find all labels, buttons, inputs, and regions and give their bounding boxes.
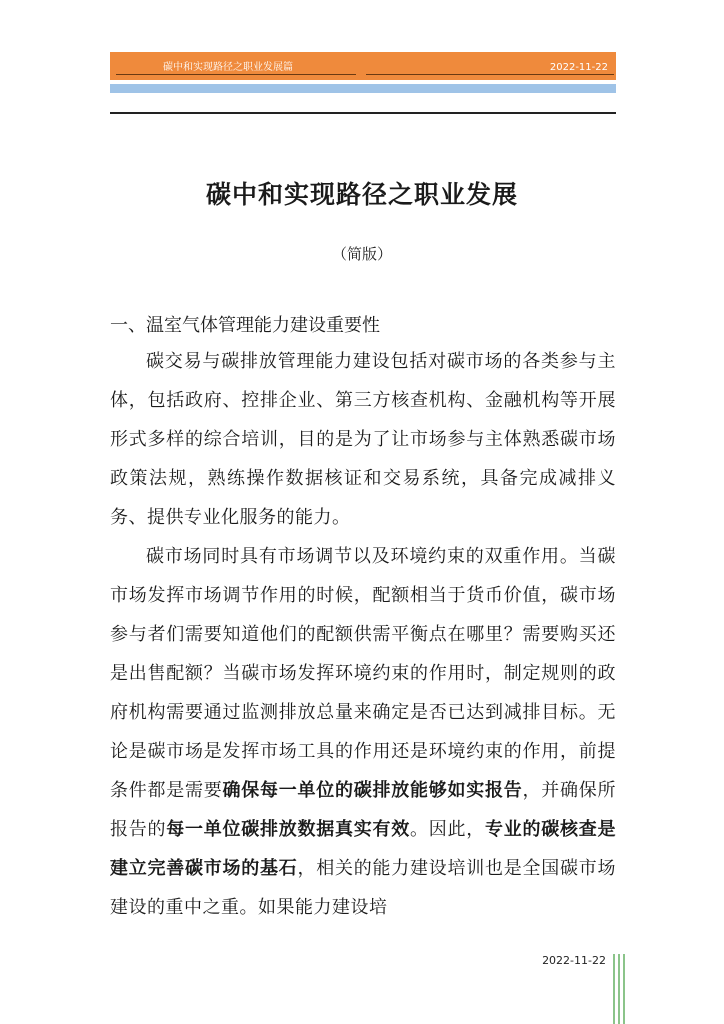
footer-bar [618, 954, 620, 1024]
header-underline-left [116, 74, 356, 75]
document-subtitle: （简版） [331, 245, 392, 263]
footer-bar [613, 954, 615, 1024]
footer-date: 2022-11-22 [542, 954, 606, 967]
header-underline-right [366, 74, 614, 75]
footer-decoration [613, 954, 625, 1024]
emphasis-accurate-reporting: 确保每一单位的碳排放能够如实报告 [222, 780, 523, 801]
paragraph-2-text-2: ，并确保所报告的 [110, 780, 616, 840]
header-title: 碳中和实现路径之职业发展篇 [163, 62, 293, 73]
document-title: 碳中和实现路径之职业发展 [205, 180, 518, 209]
footer-bar [623, 954, 625, 1024]
paragraph-2-text-3: 。因此， [410, 819, 485, 840]
header-divider [110, 112, 616, 114]
header-accent-bar [110, 84, 616, 93]
emphasis-data-validity: 每一单位碳排放数据真实有效 [166, 819, 410, 840]
section-heading: 一、温室气体管理能力建设重要性 [110, 315, 380, 336]
header-date: 2022-11-22 [549, 62, 608, 73]
paragraph-2-text-4: ，相关的能力建设培训也是全国碳市场建设的重中之重。如果能力建设培 [110, 858, 616, 918]
paragraph-1: 碳交易与碳排放管理能力建设包括对碳市场的各类参与主体，包括政府、控排企业、第三方核查机构、金融机构等开展形式多样的综合培训，目的是为了让市场参与主体熟悉碳市场政策法规，熟练操作数据核证和交易系统，具备完成减排义务、提供专业化服务的能力。 [110, 351, 616, 528]
document-body [110, 342, 616, 927]
emphasis-verification-cornerstone: 专业的碳核查是建立完善碳市场的基石 [110, 819, 616, 879]
paragraph-2 [110, 537, 616, 927]
paragraph-2-text-1: 碳市场同时具有市场调节以及环境约束的双重作用。当碳市场发挥市场调节作用的时候，配额相当于货币价值，碳市场参与者们需要知道他们的配额供需平衡点在哪里？需要购买还是出售配额？当碳市场发挥环境约束的作用时，制定规则的政府机构需要通过监测排放总量来确定是否已达到减排目标。无论是碳市场是发挥市场工具的作用还是环境约束的作用，前提条件都是需要 [110, 546, 616, 801]
